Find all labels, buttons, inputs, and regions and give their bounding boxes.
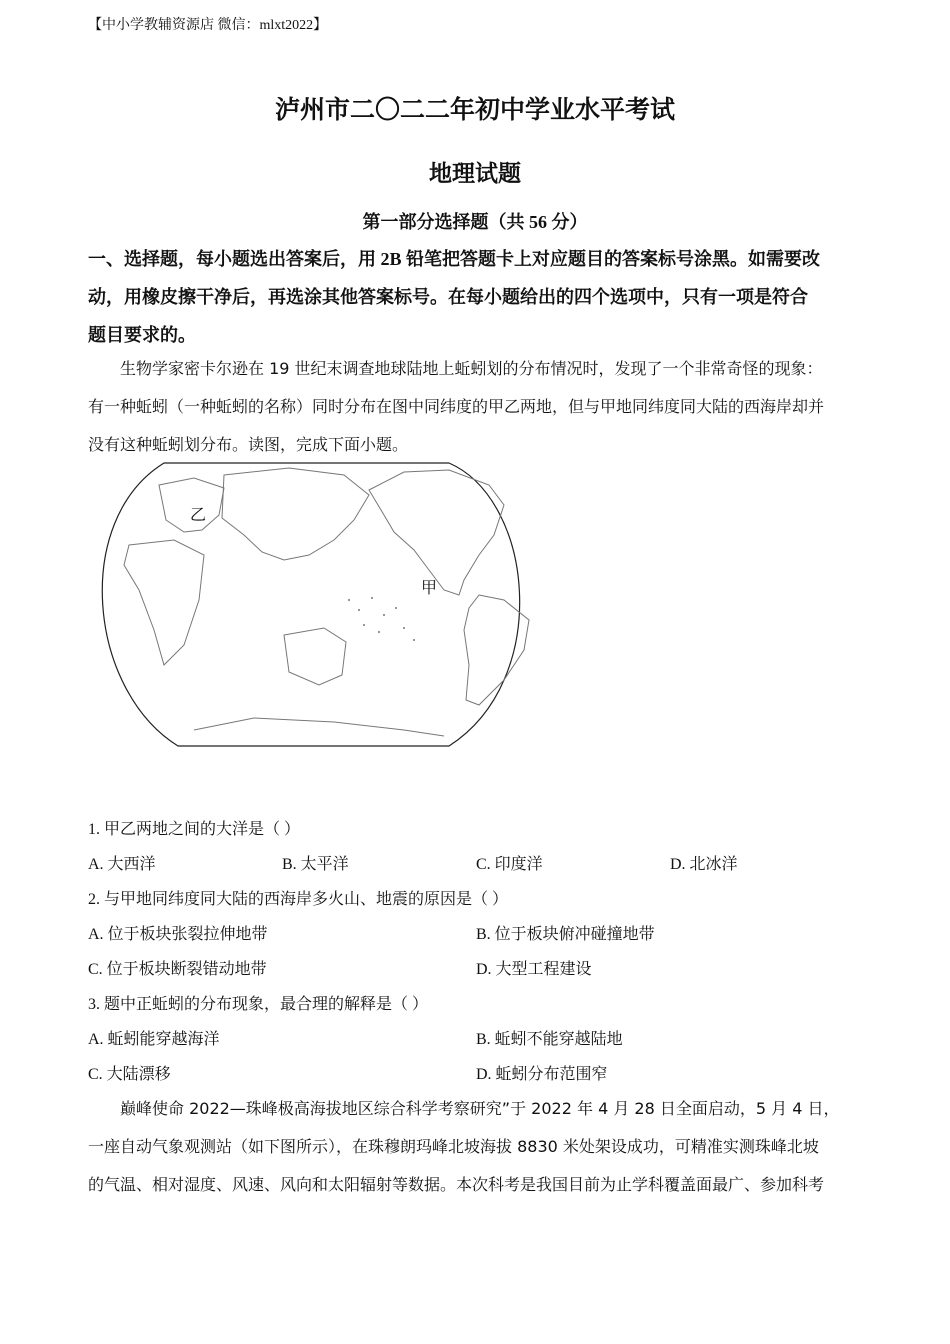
question-option: A. 位于板块张裂拉伸地带 [88,926,268,943]
exam-title: 泸州市二〇二二年初中学业水平考试 [274,97,675,124]
question-stem: 2. 与甲地同纬度同大陆的西海岸多火山、地震的原因是（ ） [88,891,509,908]
watermark-header: 【中小学教辅资源店 微信：mlxt2022】 [88,18,328,33]
question-stem: 3. 题中正蚯蚓的分布现象，最合理的解释是（ ） [88,996,429,1013]
passage-line: 巅峰使命 2022—珠峰极高海拔地区综合科学考察研究”于 2022 年 4 月 28 日全面启动，5 月 4 日， [120,1099,840,1118]
passage-line: 一座自动气象观测站（如下图所示），在珠穆朗玛峰北坡海拔 8830 米处架设成功，可精准实测珠峰北坡 [88,1137,819,1156]
instruction-line: 动，用橡皮擦干净后，再选涂其他答案标号。在每小题给出的四个选项中，只有一项是符合 [88,287,808,307]
passage-line: 有一种蚯蚓（一种蚯蚓的名称）同时分布在图中同纬度的甲乙两地，但与甲地同纬度同大陆的西海岸却并 [88,397,825,416]
section-heading: 第一部分选择题（共 56 分） [362,212,588,232]
landmass-africa [124,540,204,665]
question-option: B. 位于板块俯冲碰撞地带 [476,926,655,943]
exam-subtitle: 地理试题 [429,161,521,186]
question-option: C. 位于板块断裂错动地带 [88,961,267,978]
question-option: B. 蚯蚓不能穿越陆地 [476,1031,623,1048]
instruction-line: 一、选择题，每小题选出答案后，用 2B 铅笔把答题卡上对应题目的答案标号涂黑。如需要改 [88,249,821,269]
passage-line: 没有这种蚯蚓划分布。读图，完成下面小题。 [88,435,409,454]
question-option: D. 蚯蚓分布范围窄 [476,1066,608,1083]
question-option: A. 大西洋 [88,856,156,873]
question-option: A. 蚯蚓能穿越海洋 [88,1031,220,1048]
question-option: C. 印度洋 [476,856,543,873]
landmass-australia [284,628,346,685]
landmass-north-america [369,470,504,595]
landmass-antarctica [194,718,444,736]
question-stem: 1. 甲乙两地之间的大洋是（ ） [88,821,301,838]
map-label-jia: 甲 [421,578,438,597]
instruction-line: 题目要求的。 [88,325,196,345]
map-frame [102,463,519,746]
passage-line: 的气温、相对湿度、风速、风向和太阳辐射等数据。本次科考是我国目前为止学科覆盖面最广、参加科考 [88,1175,825,1194]
pacific-islands [348,597,415,641]
passage-line: 生物学家密卡尔逊在 19 世纪末调查地球陆地上蚯蚓划的分布情况时，发现了一个非常奇怪的现象： [120,359,823,378]
question-option: D. 大型工程建设 [476,961,592,978]
question-option: B. 太平洋 [282,856,349,873]
landmass-asia [222,468,369,560]
question-option: C. 大陆漂移 [88,1066,171,1083]
question-option: D. 北冰洋 [670,856,738,873]
map-label-yi: 乙 [190,505,207,524]
world-map-figure [84,460,544,752]
